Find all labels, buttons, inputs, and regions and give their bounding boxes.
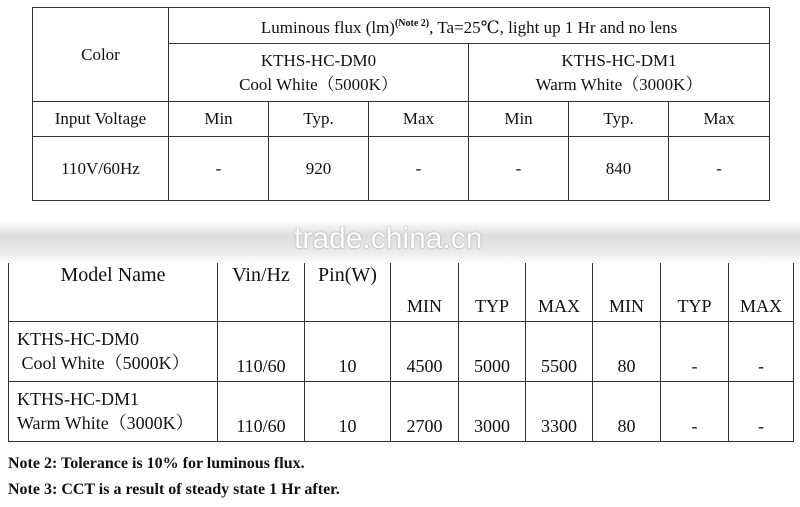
col-min-1: Min (169, 102, 269, 137)
notes (8, 451, 340, 503)
input-voltage-header: Input Voltage (33, 102, 169, 137)
model-name: KTHS-HC-DM0 (17, 329, 140, 349)
model2-name: KTHS-HC-DM1 (561, 50, 677, 70)
value-cell: 80 (593, 321, 661, 381)
col-typ: TYP (459, 263, 526, 321)
note-3: Note 3: CCT is a result of steady state 1 Hr after. (8, 481, 340, 498)
model-cell (9, 381, 218, 441)
value-cell: - (729, 321, 794, 381)
value-cell: - (729, 381, 794, 441)
col-min-2: Min (469, 102, 569, 137)
watermark-text: trade.china.cn (294, 222, 483, 255)
value-cell: - (669, 137, 770, 201)
pin-cell: 10 (305, 381, 391, 441)
col-typ: TYP (661, 263, 729, 321)
conditions-label: , Ta=25℃, light up 1 Hr and no lens (429, 17, 678, 37)
model-name-header: Model Name (9, 263, 218, 321)
model-color: Warm White（3000K） (17, 413, 194, 433)
value-cell: 920 (269, 137, 369, 201)
value-cell: - (661, 381, 729, 441)
col-min: MIN (391, 263, 459, 321)
pin-cell: 10 (305, 321, 391, 381)
col-max-2: Max (669, 102, 770, 137)
voltage-cell: 110V/60Hz (33, 137, 169, 201)
value-cell: 3300 (526, 381, 593, 441)
vin-cell: 110/60 (218, 321, 305, 381)
col-max: MAX (729, 263, 794, 321)
col-max-1: Max (369, 102, 469, 137)
value-cell: 2700 (391, 381, 459, 441)
note-2-ref: (Note 2) (394, 17, 430, 29)
value-cell: - (661, 321, 729, 381)
value-cell: - (469, 137, 569, 201)
model1-header (169, 44, 469, 102)
value-cell: - (369, 137, 469, 201)
value-cell: 5000 (459, 321, 526, 381)
col-min: MIN (593, 263, 661, 321)
note-2: Note 2: Tolerance is 10% for luminous flux. (8, 455, 305, 472)
value-cell: - (169, 137, 269, 201)
col-max: MAX (526, 263, 593, 321)
value-cell: 3000 (459, 381, 526, 441)
vin-header: Vin/Hz (218, 263, 305, 321)
col-typ-1: Typ. (269, 102, 369, 137)
luminous-flux-header (169, 8, 770, 44)
col-typ-2: Typ. (569, 102, 669, 137)
specs-table (8, 263, 794, 442)
table-row (9, 321, 794, 381)
model-color: Cool White（5000K） (17, 353, 190, 373)
model1-name: KTHS-HC-DM0 (260, 50, 377, 70)
value-cell: 80 (593, 381, 661, 441)
table-row (9, 381, 794, 441)
luminous-flux-table (32, 7, 770, 201)
model2-header (469, 44, 770, 102)
pin-header: Pin(W) (305, 263, 391, 321)
model2-color: Warm White（3000K） (535, 74, 703, 94)
color-header: Color (33, 8, 169, 102)
vin-cell: 110/60 (218, 381, 305, 441)
model-cell (9, 321, 218, 381)
model1-color: Cool White（5000K） (239, 74, 398, 94)
luminous-flux-label: Luminous flux (lm) (260, 17, 395, 37)
value-cell: 5500 (526, 321, 593, 381)
model-name: KTHS-HC-DM1 (17, 389, 140, 409)
value-cell: 4500 (391, 321, 459, 381)
value-cell: 840 (569, 137, 669, 201)
